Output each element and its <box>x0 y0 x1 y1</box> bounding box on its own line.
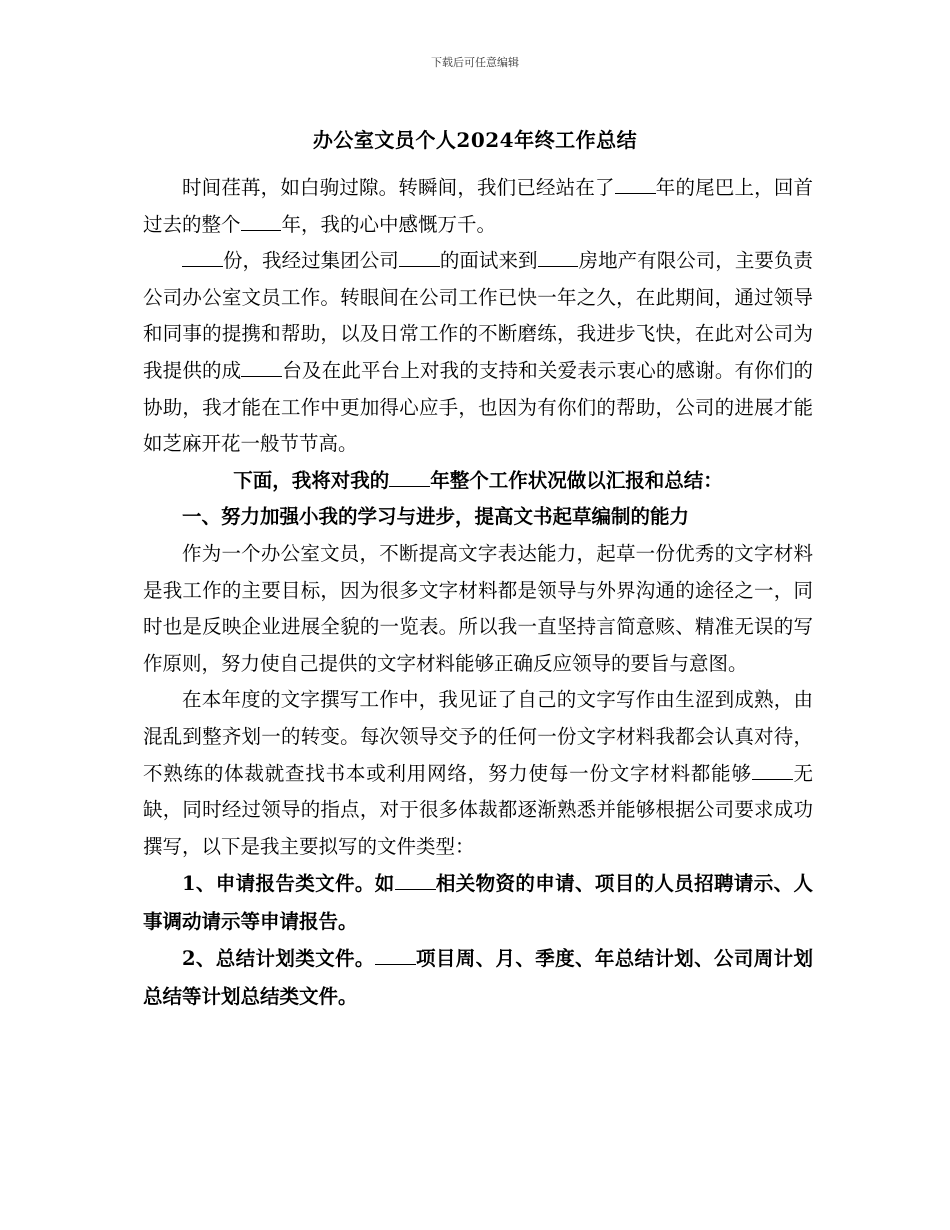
text-run: 1、申请报告类文件。如 <box>182 872 395 896</box>
paragraph-writing-growth <box>143 682 813 865</box>
text-run: 无缺，同时经过领导的指点，对于很多体裁都逐渐熟悉并能够根据公司要求成功撰写，以下是我主要拟写的文件类型： <box>143 761 813 858</box>
paragraph-background <box>143 243 813 463</box>
blank-line <box>375 945 416 966</box>
section-heading-1: 一、努力加强小我的学习与进步，提高文书起草编制的能力 <box>182 505 690 529</box>
paragraph-writing-goal: 作为一个办公室文员，不断提高文字表达能力，起草一份优秀的文字材料是我工作的主要目标，因为很多文字材料都是领导与外界沟通的途径之一，同时也是反映企业进展全貌的一览表。所以我一直坚持言简意赅、精准无误的写作原则，努力使自己提供的文字材料能够正确反应领导的要旨与意图。 <box>143 541 813 675</box>
text-run: 项目周、月、季度、年总结计划、公司周计划总结等计划总结类文件。 <box>143 947 813 1008</box>
blank-line <box>615 174 656 195</box>
text-run: 份，我经过集团公司 <box>222 249 399 273</box>
text-run: 房地产有限公司，主要负责公司办公室文员工作。转眼间在公司工作已快一年之久，在此期间，通过领导和同事的提携和帮助，以及日常工作的不断磨练，我进步飞快，在此对公司为我提供的成 <box>143 249 813 382</box>
blank-line <box>538 247 579 268</box>
header-note: 下载后可任意编辑 <box>431 56 519 69</box>
blank-line <box>241 356 282 377</box>
text-run: 年的尾巴上，回首过去的整个 <box>143 176 813 236</box>
document-title: 办公室文员个人2024年终工作总结 <box>312 128 638 152</box>
paragraph-intro <box>143 170 813 243</box>
text-run: 2、总结计划类文件。 <box>182 947 375 971</box>
section-intro-heading <box>143 463 813 500</box>
text-run: 时间荏苒，如白驹过隙。转瞬间，我们已经站在了 <box>182 176 615 199</box>
blank-line <box>389 466 430 487</box>
text-run: 在本年度的文字撰写工作中，我见证了自己的文字写作由生涩到成熟，由混乱到整齐划一的转变。每次领导交予的任何一份文字材料我都会认真对待，不熟练的体裁就查找书本或利用网络，努力使每一份文字材料都能够 <box>143 688 813 785</box>
blank-line <box>395 870 436 891</box>
text-run: 相关物资的申请、项目的人员招聘请示、人事调动请示等申请报告。 <box>143 872 813 933</box>
list-item-summary-plans <box>143 940 813 1015</box>
text-run: 年整个工作状况做以汇报和总结： <box>430 468 723 492</box>
blank-line <box>182 247 223 268</box>
blank-line <box>752 759 793 780</box>
blank-line <box>399 247 440 268</box>
text-run: 台及在此平台上对我的支持和关爱表示衷心的感谢。有你们的协助，我才能在工作中更加得心应手，也因为有你们的帮助，公司的进展才能如芝麻开花一般节节高。 <box>143 358 813 456</box>
blank-line <box>241 210 282 231</box>
text-run: 年，我的心中感慨万千。 <box>281 212 496 236</box>
text-run: 的面试来到 <box>439 249 538 273</box>
text-run: 下面，我将对我的 <box>233 468 390 492</box>
list-item-application-reports <box>143 865 813 940</box>
document-body <box>143 170 813 1015</box>
